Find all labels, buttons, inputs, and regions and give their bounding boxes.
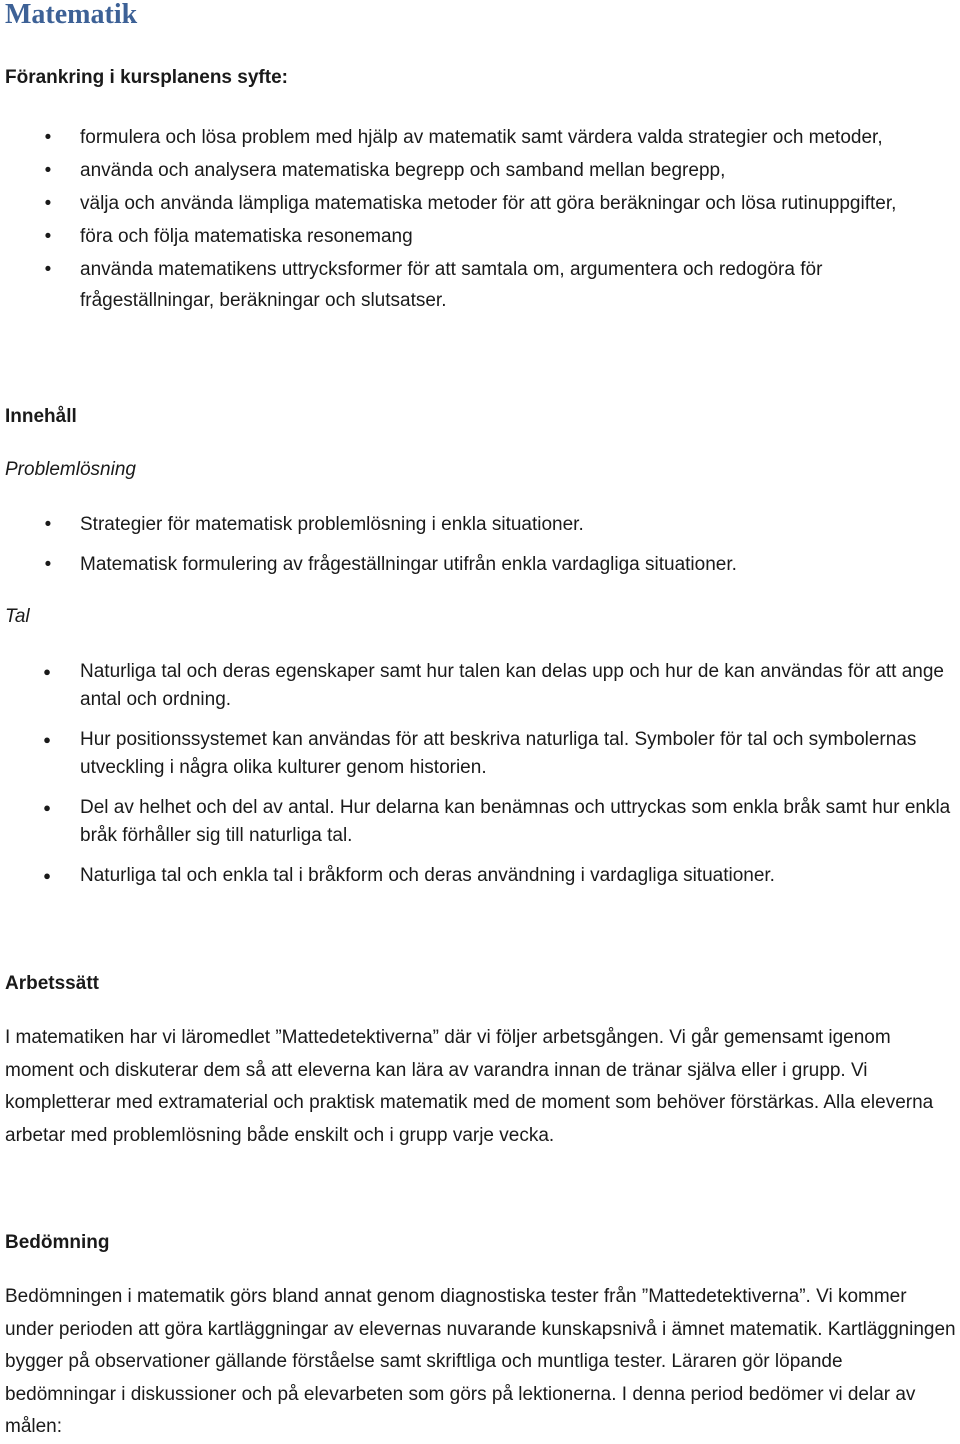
bullet-icon: •: [44, 193, 52, 214]
tal-list: [0, 658, 960, 902]
bullet-icon: •: [44, 514, 52, 535]
bullet-icon: •: [44, 160, 52, 181]
list-item-text: formulera och lösa problem med hjälp av matematik samt värdera valda strategier och metoder,: [80, 127, 883, 148]
innehall-heading: Innehåll: [5, 406, 77, 427]
bullet-icon: •: [44, 554, 52, 575]
bullet-icon: •: [44, 127, 52, 148]
bullet-icon: ●: [43, 732, 51, 747]
page-title: Matematik: [5, 0, 138, 30]
bedomning-paragraph: Bedömningen i matematik görs bland annat genom diagnostiska tester från ”Mattedetektiverna”. Vi kommer under perioden att göra kartläggningar av elevernas nuvarande kunskapsnivå i ämnet matematik. Kartläggningen bygger på observationer gällande förståelse samt skriftliga och muntliga tester. Läraren gör löpande bedömningar i diskussioner och på elevarbeten som görs på lektionerna. I denna period bedömer vi delar av målen:: [5, 1286, 956, 1437]
problemlosning-heading: Problemlösning: [5, 459, 136, 480]
list-item: [0, 221, 960, 252]
list-item-text: Hur positionssystemet kan användas för att beskriva naturliga tal. Symboler för tal och symbolernas utveckling i några olika kulturer genom historien.: [80, 729, 917, 778]
list-item-text: Strategier för matematisk problemlösning i enkla situationer.: [80, 514, 584, 535]
list-item-text: använda matematikens uttrycksformer för att samtala om, argumentera och redogöra för frågeställningar, beräkningar och slutsatser.: [80, 259, 823, 311]
arbetssatt-paragraph: I matematiken har vi läromedlet ”Mattedetektiverna” där vi följer arbetsgången. Vi går gemensamt igenom moment och diskuterar dem så att eleverna kan lära av varandra innan de tränar själva eller i grupp. Vi kompletterar med extramaterial och praktisk matematik med de moment som behöver förstärkas. Alla eleverna arbetar med problemlösning både enskilt och i grupp varje vecka.: [5, 1027, 934, 1146]
list-item: [0, 550, 960, 580]
list-item: [0, 862, 960, 890]
list-item-text: använda och analysera matematiska begrepp och samband mellan begrepp,: [80, 160, 726, 181]
problemlosning-list: [0, 510, 960, 590]
forankring-heading: Förankring i kursplanens syfte:: [5, 67, 288, 88]
list-item: [0, 155, 960, 186]
list-item: [0, 188, 960, 219]
syfte-list: [0, 122, 960, 318]
bullet-icon: ●: [43, 800, 51, 815]
list-item: [0, 658, 960, 714]
arbetssatt-heading: Arbetssätt: [5, 973, 99, 994]
list-item-text: välja och använda lämpliga matematiska metoder för att göra beräkningar och lösa rutinuppgifter,: [80, 193, 897, 214]
bullet-icon: ●: [43, 664, 51, 679]
list-item-text: Matematisk formulering av frågeställningar utifrån enkla vardagliga situationer.: [80, 554, 737, 575]
list-item: [0, 122, 960, 153]
bullet-icon: ●: [43, 868, 51, 883]
bullet-icon: •: [44, 259, 52, 280]
list-item: [0, 794, 960, 850]
list-item-text: Naturliga tal och enkla tal i bråkform och deras användning i vardagliga situationer.: [80, 865, 775, 886]
bullet-icon: •: [44, 226, 52, 247]
list-item: [0, 726, 960, 782]
list-item-text: Del av helhet och del av antal. Hur delarna kan benämnas och uttryckas som enkla bråk samt hur enkla bråk förhåller sig till naturliga tal.: [80, 797, 951, 846]
list-item: [0, 510, 960, 540]
tal-heading: Tal: [5, 606, 30, 627]
list-item-text: Naturliga tal och deras egenskaper samt hur talen kan delas upp och hur de kan användas för att ange antal och ordning.: [80, 661, 944, 710]
list-item: [0, 254, 960, 316]
bedomning-heading: Bedömning: [5, 1232, 110, 1253]
list-item-text: föra och följa matematiska resonemang: [80, 226, 413, 247]
